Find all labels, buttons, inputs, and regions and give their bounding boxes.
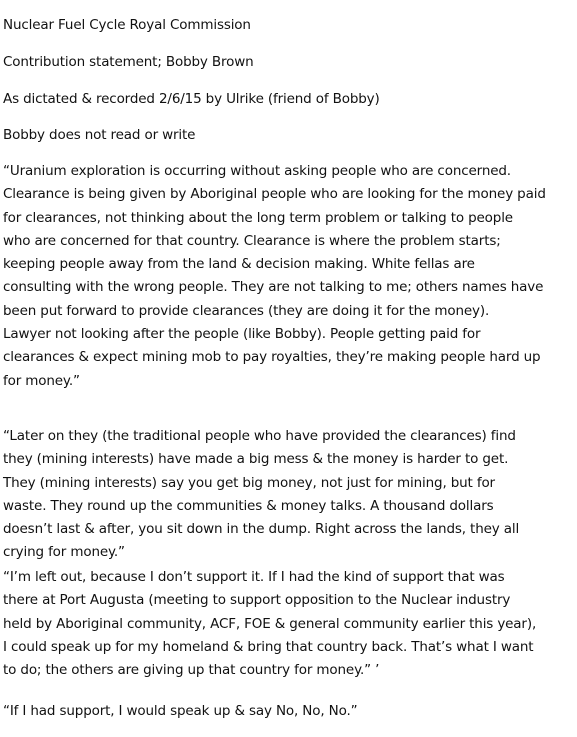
statement-paragraph-1 xyxy=(3,160,571,393)
statement-paragraph-4 xyxy=(3,700,571,723)
paragraph-line: held by Aboriginal community, ACF, FOE & general community earlier this year), xyxy=(3,615,537,632)
paragraph-line: “Uranium exploration is occurring without asking people who are concerned. xyxy=(3,163,511,179)
paragraph-line: Clearance is being given by Aboriginal people who are looking for the money paid xyxy=(3,186,546,203)
paragraph-line: keeping people away from the land & decision making. White fellas are xyxy=(3,256,475,273)
paragraph-line: for money.” xyxy=(3,372,80,389)
paragraph-line: Lawyer not looking after the people (like Bobby). People getting paid for xyxy=(3,326,481,343)
paragraph-line: crying for money.” xyxy=(3,544,125,561)
paragraph-line: consulting with the wrong people. They are not talking to me; others names have xyxy=(3,279,544,296)
note-line: Bobby does not read or write xyxy=(3,127,196,143)
statement-paragraph-3 xyxy=(3,566,571,682)
paragraph-line: waste. They round up the communities & money talks. A thousand dollars xyxy=(3,497,494,514)
paragraph-line: “If I had support, I would speak up & say No, No, No.” xyxy=(3,703,358,719)
paragraph-line: to do; the others are giving up that country for money.” ’ xyxy=(3,662,380,679)
paragraph-line: They (mining interests) say you get big money, not just for mining, but for xyxy=(3,474,495,491)
paragraph-line: there at Port Augusta (meeting to support opposition to the Nuclear industry xyxy=(3,592,511,609)
paragraph-line: I could speak up for my homeland & bring that country back. That’s what I want xyxy=(3,638,534,655)
paragraph-line: clearances & expect mining mob to pay royalties, they’re making people hard up xyxy=(3,349,541,366)
recorded-line: As dictated & recorded 2/6/15 by Ulrike (friend of Bobby) xyxy=(3,91,380,107)
statement-paragraph-2 xyxy=(3,425,571,565)
paragraph-line: who are concerned for that country. Clearance is where the problem starts; xyxy=(3,232,501,249)
paragraph-line: doesn’t last & after, you sit down in the dump. Right across the lands, they all xyxy=(3,521,520,538)
document-heading: Nuclear Fuel Cycle Royal Commission xyxy=(3,17,251,33)
paragraph-line: been put forward to provide clearances (they are doing it for the money). xyxy=(3,302,490,319)
paragraph-line: for clearances, not thinking about the long term problem or talking to people xyxy=(3,209,513,226)
paragraph-line: they (mining interests) have made a big mess & the money is harder to get. xyxy=(3,451,509,468)
document-subheading: Contribution statement; Bobby Brown xyxy=(3,54,254,70)
paragraph-line: “Later on they (the traditional people who have provided the clearances) find xyxy=(3,428,516,444)
paragraph-line: “I’m left out, because I don’t support it. If I had the kind of support that was xyxy=(3,569,505,585)
